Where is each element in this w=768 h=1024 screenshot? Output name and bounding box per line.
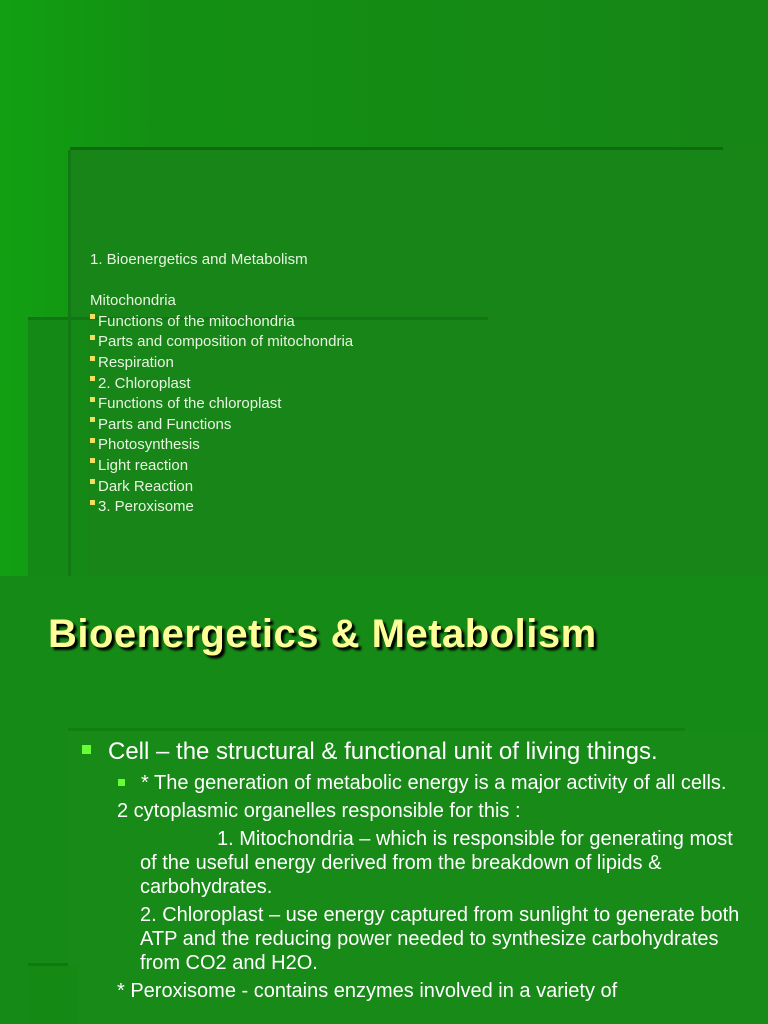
bullet-icon	[90, 438, 95, 443]
point-chloroplast: 2. Chloroplast – use energy captured from sunlight to generate both ATP and the reducing power needed to synthesize carbohydrates from CO2 and H2O.	[140, 904, 740, 974]
bullet-icon	[90, 314, 95, 319]
bullet-item: Cell – the structural & functional unit of living things.	[80, 736, 750, 768]
corner-panel	[28, 966, 78, 1024]
bullet-icon	[90, 479, 95, 484]
corner-rule	[28, 963, 68, 966]
bullet-icon	[90, 356, 95, 361]
outline-heading: 1. Bioenergetics and Metabolism	[90, 251, 308, 268]
outline-item: 3. Peroxisome	[90, 497, 353, 518]
outline-subheading: Mitochondria	[90, 292, 176, 310]
bullet-icon	[90, 500, 95, 505]
slide-title: Bioenergetics & Metabolism	[48, 612, 597, 656]
body-top-rule	[68, 728, 685, 731]
side-panel	[28, 320, 88, 576]
outline-item: 2. Chloroplast	[90, 374, 353, 395]
point-peroxisome: * Peroxisome - contains enzymes involved in a variety of	[117, 980, 618, 1002]
outline-item: Parts and Functions	[90, 415, 353, 436]
left-rule	[68, 150, 71, 576]
sub-bullet-item: * The generation of metabolic energy is a major activity of all cells.	[80, 772, 750, 795]
outline-list	[90, 250, 353, 518]
square-bullet-icon	[118, 779, 125, 786]
outline-item: Dark Reaction	[90, 477, 353, 498]
point-mitochondria: 1. Mitochondria – which is responsible for generating most of the useful energy derived from the breakdown of lipids & carbohydrates.	[140, 828, 733, 898]
bullet-icon	[90, 376, 95, 381]
outline-item: Functions of the mitochondria	[90, 312, 353, 333]
slide-body	[80, 736, 750, 1003]
intro-text: 2 cytoplasmic organelles responsible for this :	[117, 800, 521, 822]
outline-item: Functions of the chloroplast	[90, 394, 353, 415]
square-bullet-icon	[82, 745, 91, 754]
bullet-icon	[90, 458, 95, 463]
slide-2	[0, 576, 768, 1024]
bullet-icon	[90, 417, 95, 422]
outline-item: Photosynthesis	[90, 435, 353, 456]
outline-item: Respiration	[90, 353, 353, 374]
bullet-icon	[90, 335, 95, 340]
outline-item: Parts and composition of mitochondria	[90, 332, 353, 353]
spacer	[90, 271, 353, 292]
top-rule	[70, 147, 723, 150]
bullet-icon	[90, 397, 95, 402]
outline-item: Light reaction	[90, 456, 353, 477]
